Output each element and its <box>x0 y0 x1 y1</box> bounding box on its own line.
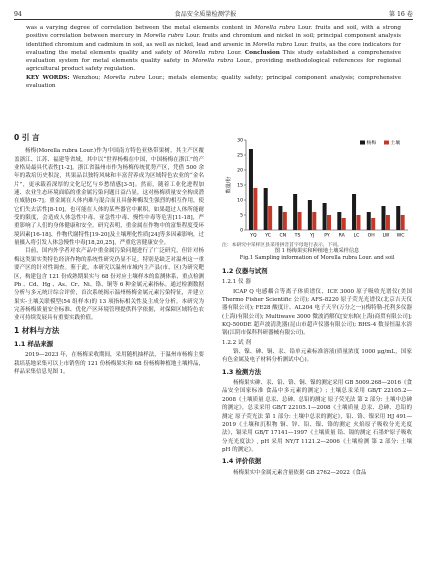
bar-YJ-1 <box>312 212 316 230</box>
bar-LW-1 <box>386 215 390 230</box>
section-1-4-title: 1.4 评价依据 <box>222 457 262 466</box>
species-name: Morella rubra <box>252 41 293 48</box>
bar-WC-0 <box>396 206 400 230</box>
legend-label: 土壤 <box>390 141 401 146</box>
y-tick-label: 25 <box>237 153 243 159</box>
figure-caption-en: Fig.1 Sampling information of Morella rubra Lour. and soil <box>239 255 395 261</box>
y-tick-label: 30 <box>237 138 243 144</box>
x-tick-label: YJ <box>310 233 315 239</box>
y-tick-label: 15 <box>237 183 243 189</box>
x-tick-label: CN <box>279 233 287 239</box>
y-tick-label: 10 <box>237 198 243 204</box>
bar-OH-0 <box>367 212 371 230</box>
figure-note: 注：本研究中采样区县采用拼音首字母进行表示，下同。 <box>222 243 342 248</box>
keywords-label: KEY WORDS: <box>26 74 70 81</box>
page-number: 94 <box>14 11 22 18</box>
x-tick-label: YC <box>265 233 271 239</box>
section-1-title: 1 材料与方法 <box>14 325 60 335</box>
journal-name: 食品安全质量检测学报 <box>174 11 237 18</box>
bar-TS-0 <box>293 194 297 230</box>
bar-RA-1 <box>342 218 346 230</box>
intro-paragraph-2: 目前，国内外学者对农产品中重金属污染问题进行了广泛研究，但针对杨梅这类果实类特色经济作物的系统性研究仍显不足，特别是缺乏对温州这一重要产区的针对性调查。鉴于此，本研究以温州市城内主产县(市、区)为研究靶区，构建包含 121 份成熟期果实与 68 份对应土壤样本的监测体系，重点检测 Pb 、Cd、Hg 、As、Cr、Ni、铬、铜等 6 种金属元素指标。通过检测数据分析与多元统计综合评价，首次系统揭示温州杨梅金属元素污染特征，并建立果实-土壤关联模型(54 组样本)的 13 项指标相关性及主成分分析。本研究为完善杨梅质量安全标准、优化产区环境管理提供科学依据，对保障区域特色农业可持续发展具有重要实践价值。 <box>14 248 204 322</box>
keywords-text: Wenzhou; <box>69 74 104 81</box>
bar-YQ-1 <box>253 188 257 230</box>
figure-caption <box>222 248 412 262</box>
page-header <box>14 6 413 18</box>
species-name: Morella rubra <box>254 25 296 31</box>
section-1-2-1-title: 1.2.1 仪 器 <box>222 279 251 286</box>
section-1-1-title: 1.1 样品来源 <box>14 339 54 348</box>
bar-OH-1 <box>371 218 375 230</box>
section-0-title: 0 引 言 <box>14 133 40 142</box>
legend-label: 杨梅 <box>366 141 377 146</box>
abstract-text: This study established a comprehensive evaluation system for metal elements quality safety in <box>26 49 402 65</box>
y-tick-label: 5 <box>240 213 243 219</box>
y-tick-label: 0 <box>240 228 243 234</box>
bar-YC-0 <box>264 188 268 230</box>
species-name: Morella rubra <box>192 58 234 65</box>
volume-label: 第 16 卷 <box>388 11 413 18</box>
bar-CN-1 <box>283 212 287 230</box>
methods-text: 杨梅果实砷、汞、铅、铬、铜、镍的测定采用 GB 5009.268—2016《食品安全国家标准 食品中多元素的测定》; 土壤总汞采用 GB/T 22105.2—2008《土壤质量 总汞、总砷、总铅的测定 原子荧光法 第 2 部分: 土壤中总砷的测定》，总汞采用 GB/T 22105.1—2008《土壤质量 总汞、总砷、总铅的测定 原子荧光法 第 1 部分: 土壤中总汞的测定》，铅、铬、镍采用 HJ 491—2019《土壤和沉积物 铜、锌、铅、镍、铬的测定 火焰原子吸收分光光度法》，镉采用 GB/T 17141—1997《土壤质量 铅、镉的测定 石墨炉原子吸收分光光度法》, pH 采用 NY/T 1121.2—2006《土壤检测 第 2 部分: 土壤 pH 的测定》。 <box>222 380 412 453</box>
abstract-text: Lour. fruits, as the core indicators for evaluating the metal elements quality and safety of <box>26 41 402 56</box>
bar-PY-1 <box>327 215 331 230</box>
reagents-text: 铬、镍、砷、铜、汞、铅单元素标准溶液(质量浓度 1000 μg/mL，国家有色金属及电子材料分析测试中心)。 <box>222 349 412 364</box>
legend-swatch <box>384 141 389 145</box>
section-1-2-title: 1.2 仪器与试剂 <box>222 267 268 275</box>
right-column <box>222 264 412 477</box>
abstract-text: Lour. fruits and chromium and nickel in soil; principal component analysis identified chromium and cadmium in soil, as well as nickel, lead and arsenic in <box>26 33 402 48</box>
x-tick-label: OH <box>367 233 375 239</box>
abstract-text: was a varying degree of correlation between the metal elements content in <box>26 25 255 31</box>
instruments-text: ICAP Q 电感耦合等离子体质谱仪、ICE 3000 原子吸收光谱仪(美国 Thermo Fisher Scientific 公司); AFS-8220 原子荧光光谱仪(北京吉天仪器有限公司); FE28 酸度计、AL204 电子天平(万分之一)(梅特勒-托利多仪器(上海)有限公司); Multiwave 3000 微波消解仪[安东帕(上海)商贸有限公司]; KQ-500DE 超声波清洗器(昆山市超声仪器有限公司); BHS-4 数显恒温水浴锅(江阴市保科科研器械有限公司)。 <box>222 288 412 337</box>
section-1-2-2-title: 1.2.2 试 剂 <box>222 339 251 346</box>
criteria-text: 杨梅果实中金属元素含量依据 GB 2762—2022《食品 <box>233 469 367 476</box>
bar-LC-1 <box>356 215 360 230</box>
x-tick-label: LC <box>353 233 360 239</box>
figure-caption-cn: 图 1 杨梅果实和种植地土壤采样信息 <box>274 248 360 254</box>
bar-LC-0 <box>352 194 356 230</box>
bar-PY-0 <box>323 203 327 230</box>
bar-WC-1 <box>401 215 405 230</box>
y-tick-label: 20 <box>237 168 243 174</box>
abstract-text: Lour., providing methodological references for regional agricultural product safety regulation. <box>26 58 402 73</box>
bar-YJ-0 <box>308 200 312 230</box>
species-name: Morella rubra <box>103 74 145 81</box>
bar-TS-1 <box>298 212 302 230</box>
x-tick-label: PY <box>324 233 330 239</box>
x-tick-label: LW <box>382 233 390 239</box>
english-abstract <box>26 24 401 90</box>
bar-RA-0 <box>337 212 341 230</box>
bar-CN-0 <box>278 206 282 230</box>
bar-YQ-0 <box>249 149 253 230</box>
legend-swatch <box>360 141 365 145</box>
abstract-text: Lour. <box>224 49 245 56</box>
x-tick-label: RA <box>338 233 345 239</box>
abstract-text: Lour. fruits and soil, with a strong positive correlation between mercury in <box>26 25 401 40</box>
x-tick-label: YQ <box>250 233 257 239</box>
bar-LW-0 <box>381 206 385 230</box>
header-rule <box>14 19 413 20</box>
conclusion-label: Conclusion <box>244 49 280 56</box>
y-axis-label: 数量/份 <box>226 176 232 194</box>
sample-source-text: 2019—2023 年，在杨梅采收期间，采用随机抽样法，于温州市杨梅主要栽培基地采集可以上市销售的 121 份杨梅果实和 68 份杨梅种植地土壤样品，样品采集信息见图 1。 <box>14 352 204 375</box>
intro-paragraph-1: 杨梅(Morella rubra Lour.)作为中国南方特色亚热带果树，其主产区覆盖浙江、江苏、福建等省域，其中以“世界杨梅在中国，中国杨梅在浙江”的产业格局最具代表性[1-2]。浙江省温州市作为杨梅传统优势产区，凭借 500 余年的栽培历史积淀，其果品以独特风味和丰富营养成为区域特色农业的“金名片”，更承载着深厚的文化记忆与乡愁情感[3-5]。然而，随着工业化进程加速、农业生态环境面临的重金属污染问题日益凸显，这对杨梅质量安全构成潜在威胁[6-7]。重金属在人体内难与混合而且具备种酶发生强烈的相互作用，使它们失去活性[8-10]，也可能在人体的某些器官中累积，如果超过人体所能耐受的限度，会造成人体急性中毒、亚急性中毒、慢性中毒等危害[11-18]，严重影响了人们的身体健康和安全。研究表明，重金属在作物中的富集程度受环境因素[16-18]、作物代谢特性[19-20]及土壤理化性质[24]等多因素影响，过量摄入将引发人体急慢性中毒[18,20,25]，严重危害健康安全。 <box>14 148 204 247</box>
section-1-3-title: 1.3 检测方法 <box>222 367 262 376</box>
left-column <box>14 132 204 376</box>
species-name: Morella rubra <box>143 33 184 40</box>
bar-YC-1 <box>268 206 272 230</box>
sampling-bar-chart <box>222 130 412 248</box>
x-tick-label: TS <box>294 233 301 239</box>
x-tick-label: WC <box>396 233 405 239</box>
species-name: Morella rubra <box>183 49 225 56</box>
keywords-text: Lour.; metals elements; quality safety; principal component analysis; comprehensive evaluation <box>26 74 402 90</box>
